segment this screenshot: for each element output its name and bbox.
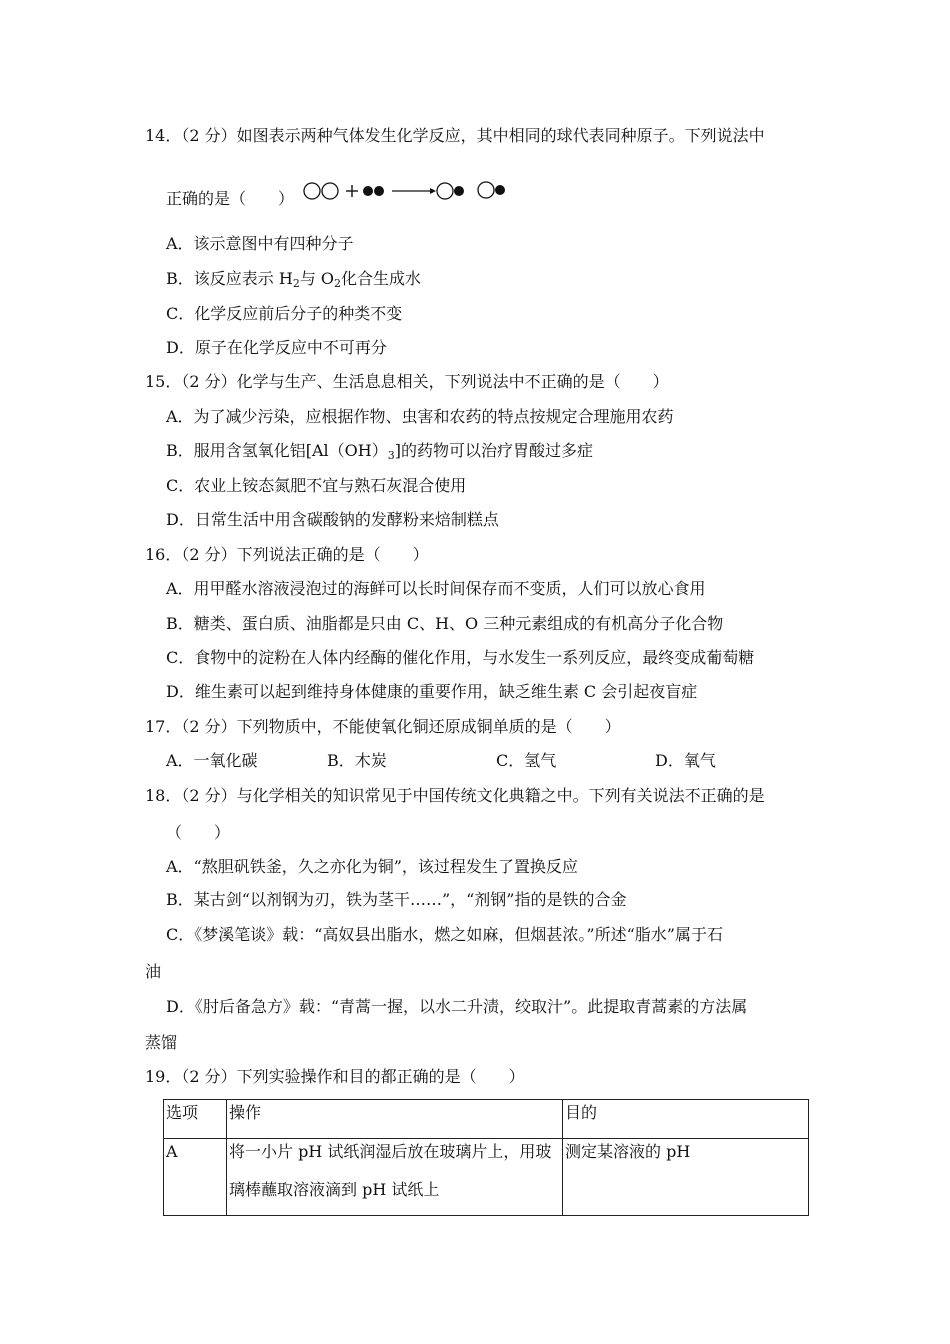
plus-icon (346, 185, 358, 197)
q17-option-b: B．木炭 (327, 751, 387, 770)
q14-option-c: C．化学反应前后分子的种类不变 (166, 304, 403, 323)
row-option: A (164, 1139, 227, 1216)
table-header-row (164, 1100, 809, 1139)
q17-option-a: A．一氧化碳 (166, 751, 258, 770)
q16-option-c: C．食物中的淀粉在人体内经酶的催化作用，与水发生一系列反应，最终变成葡萄糖 (166, 648, 755, 667)
q14-option-a: A．该示意图中有四种分子 (166, 234, 354, 253)
q18-option-d-continuation: 蒸馏 (145, 1033, 178, 1052)
q15-option-a: A．为了减少污染，应根据作物、虫害和农药的特点按规定合理施用农药 (166, 407, 674, 426)
row-operation-line1: 将一小片 pH 试纸润湿后放在玻璃片上，用玻 (229, 1142, 552, 1161)
q14-option-d: D．原子在化学反应中不可再分 (166, 338, 387, 357)
q17-option-d: D．氧气 (655, 751, 716, 770)
q18-option-c: C．《梦溪笔谈》载：“高奴县出脂水，燃之如麻，但烟甚浓。”所述“脂水”属于石 (166, 925, 723, 944)
q15-option-d: D．日常生活中用含碳酸钠的发酵粉来焙制糕点 (166, 510, 499, 529)
row-operation-line2: 璃棒蘸取溶液滴到 pH 试纸上 (229, 1180, 440, 1199)
header-operation: 操作 (227, 1100, 563, 1139)
row-purpose: 测定某溶液的 pH (563, 1139, 809, 1216)
q17-stem: 17．（2 分）下列物质中，不能使氧化铜还原成铜单质的是（ ） (145, 717, 621, 736)
q16-option-b: B．糖类、蛋白质、油脂都是只由 C、H、O 三种元素组成的有机高分子化合物 (166, 614, 724, 633)
molecule-white-white-icon (304, 183, 338, 199)
q18-stem: 18．（2 分）与化学相关的知识常见于中国传统文化典籍之中。下列有关说法不正确的是 (145, 786, 765, 805)
molecule-black-black-icon (363, 186, 384, 196)
molecule-white-black-icon (437, 183, 464, 199)
q15-option-c: C．农业上铵态氮肥不宜与熟石灰混合使用 (166, 476, 467, 495)
q18-option-b: B．某古剑“以剂钢为刃，铁为茎干……”，“剂钢”指的是铁的合金 (166, 890, 627, 909)
arrow-icon (392, 188, 436, 194)
q14-option-b: B．该反应表示 $H_2$与 $O_2$化合生成水 (166, 269, 422, 290)
q16-stem: 16．（2 分）下列说法正确的是（ ） (145, 545, 429, 564)
q18-stem-continuation: （ ） (166, 823, 231, 842)
q17-option-c: C．氢气 (496, 751, 557, 770)
row-operation (227, 1139, 563, 1216)
header-purpose: 目的 (563, 1100, 809, 1139)
q16-option-d: D．维生素可以起到维持身体健康的重要作用，缺乏维生素 C 会引起夜盲症 (166, 682, 698, 701)
q16-option-a: A．用甲醛水溶液浸泡过的海鲜可以长时间保存而不变质，人们可以放心食用 (166, 579, 706, 598)
header-option: 选项 (164, 1100, 227, 1139)
q15-stem: 15．（2 分）化学与生产、生活息息相关，下列说法中不正确的是（ ） (145, 372, 669, 391)
q18-option-a: A．“熬胆矾铁釜，久之亦化为铜”，该过程发生了置换反应 (166, 857, 578, 876)
q14-stem: 14．（2 分）如图表示两种气体发生化学反应，其中相同的球代表同种原子。下列说法中 (145, 126, 765, 145)
q15-option-b: B．服用含氢氧化铝$[Al(OH)_3]$的药物可以治疗胃酸过多症 (166, 441, 593, 462)
q18-option-c-continuation: 油 (145, 962, 162, 981)
q18-option-d: D．《肘后备急方》载：“青蒿一握，以水二升渍，绞取汁”。此提取青蒿素的方法属 (166, 997, 748, 1016)
q14-stem-continuation: 正确的是（ ） (166, 189, 295, 208)
q19-stem: 19．（2 分）下列实验操作和目的都正确的是（ ） (145, 1067, 525, 1086)
molecule-white-black-icon-2 (478, 182, 505, 198)
q19-table (163, 1099, 809, 1216)
table-row (164, 1139, 809, 1216)
reaction-diagram (302, 176, 514, 206)
